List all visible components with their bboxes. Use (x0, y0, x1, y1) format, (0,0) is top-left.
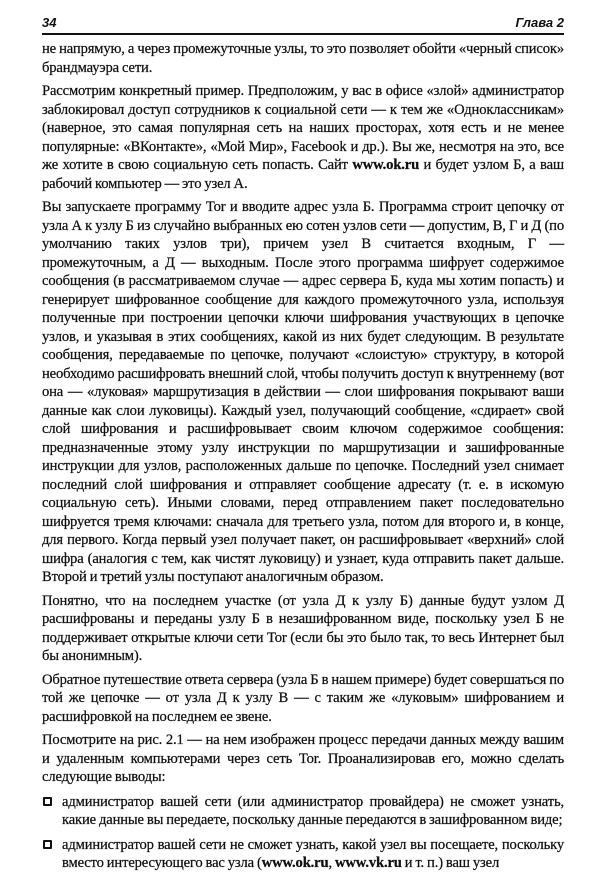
paragraph-5: Обратное путешествие ответа сервера (узла Б в нашем примере) будет совершаться по той же цепочке — от узла Д к узлу В — с таким же «луковым» шифрованием и расшифровкой на последнем ее звене. (42, 671, 564, 725)
hollow-square-bullet-icon (43, 797, 52, 806)
paragraph-4: Понятно, что на последнем участке (от узла Д к узлу Б) данные будут узлом Д расшифрованы и переданы узлу Б в незашифрованном виде, поскольку узел Б не поддерживает открытые ключи сети Tor (если бы это было так, то весь Интернет был бы анонимным). (42, 592, 564, 664)
paragraph-2-text-end: и будет узлом Б, а ваш рабочий компьютер — это узел А. (42, 157, 564, 192)
paragraph-2-text: Рассмотрим конкретный пример. Предположим, у вас в офисе «злой» администратор заблокировал доступ сотрудников к социальной сети — к тем же «Одноклассникам» (наверное, это самая популярная сеть на наших просторах, хотя есть и не менее популярные: «ВКонтакте», «Мой Мир», Facebook и др.). Вы же, несмотря на это, все же хотите в свою социальную сеть попасть. Сайт (42, 83, 564, 173)
list-item (42, 793, 564, 830)
running-header (42, 13, 564, 35)
url-ok-ru: www.ok.ru (261, 855, 329, 871)
url-vk-ru: www.vk.ru (334, 855, 402, 871)
paragraph-6: Посмотрите на рис. 2.1 — на нем изображен процесс передачи данных между вашим и удаленным компьютерами через сеть Tor. Проанализировав его, можно сделать следующие выводы: (42, 732, 564, 785)
url-ok-ru: www.ok.ru (352, 157, 420, 173)
body-text (42, 40, 564, 879)
list-item-text: администратор вашей сети (или администратор провайдера) не сможет узнать, какие данные вы передаете, поскольку данные передаются в зашифрованном виде; (62, 793, 564, 828)
conclusions-list (42, 793, 564, 873)
paragraph-2 (42, 82, 564, 193)
list-item-text-start: администратор вашей сети не сможет узнать, какой узел вы посещаете, поскольку вместо интересующего вас узла ( (62, 836, 564, 871)
chapter-title: Глава 2 (515, 15, 564, 30)
paragraph-1: не напрямую, а через промежуточные узлы, то это позволяет обойти «черный список» брандмауэра сети. (42, 41, 564, 76)
list-item-text-end: и т. п.) ваш узел (401, 855, 500, 871)
hollow-square-bullet-icon (43, 840, 52, 849)
list-item-text (62, 836, 564, 873)
page-number: 34 (42, 15, 57, 30)
paragraph-3: Вы запускаете программу Tor и вводите адрес узла Б. Программа строит цепочку от узла А к узлу Б из случайно выбранных ею сотен узлов сети — допустим, В, Г и Д (по умолчанию таких узлов три), причем узел В считается входным, Г — промежуточным, а Д — выходным. После этого программа шифрует содержимое сообщения (в рассматриваемом случае — адрес сервера Б, куда мы хотим попасть) и генерирует шифрованное сообщение для каждого промежуточного узла, используя полученные при построении цепочки ключи шифрования участвующих в цепочке узлов, и указывая в этих сообщениях, какой из них будет следующим. В результате сообщения, передаваемые по цепочке, получают «слоистую» структуру, в которой необходимо расшифровать внешний слой, чтобы получить доступ к внутреннему (вот она — «луковая» маршрутизация в действии — слои шифрования покрывают ваши данные как слои луковицы). Каждый узел, получающий сообщение, «сдирает» свой слой шифрования и расшифровывает своим ключом содержимое сообщения: предназначенные этому узлу инструкции по маршрутизации и зашифрованные инструкции для узлов, расположенных дальше по цепочке. Последний узел снимает последний слой шифрования и отправляет сообщение адресату (т. е. в искомую социальную сеть). Иными словами, перед отправлением пакет последовательно шифруется тремя ключами: сначала для третьего узла, потом для второго и, в конце, для первого. Когда первый узел получает пакет, он расшифровывает «верхний» слой шифра (аналогия с тем, как чистят луковицу) и узнает, куда отправить пакет дальше. Второй и третий узлы поступают аналогичным образом. (42, 199, 564, 585)
separator: , (328, 855, 335, 871)
list-item (42, 836, 564, 873)
